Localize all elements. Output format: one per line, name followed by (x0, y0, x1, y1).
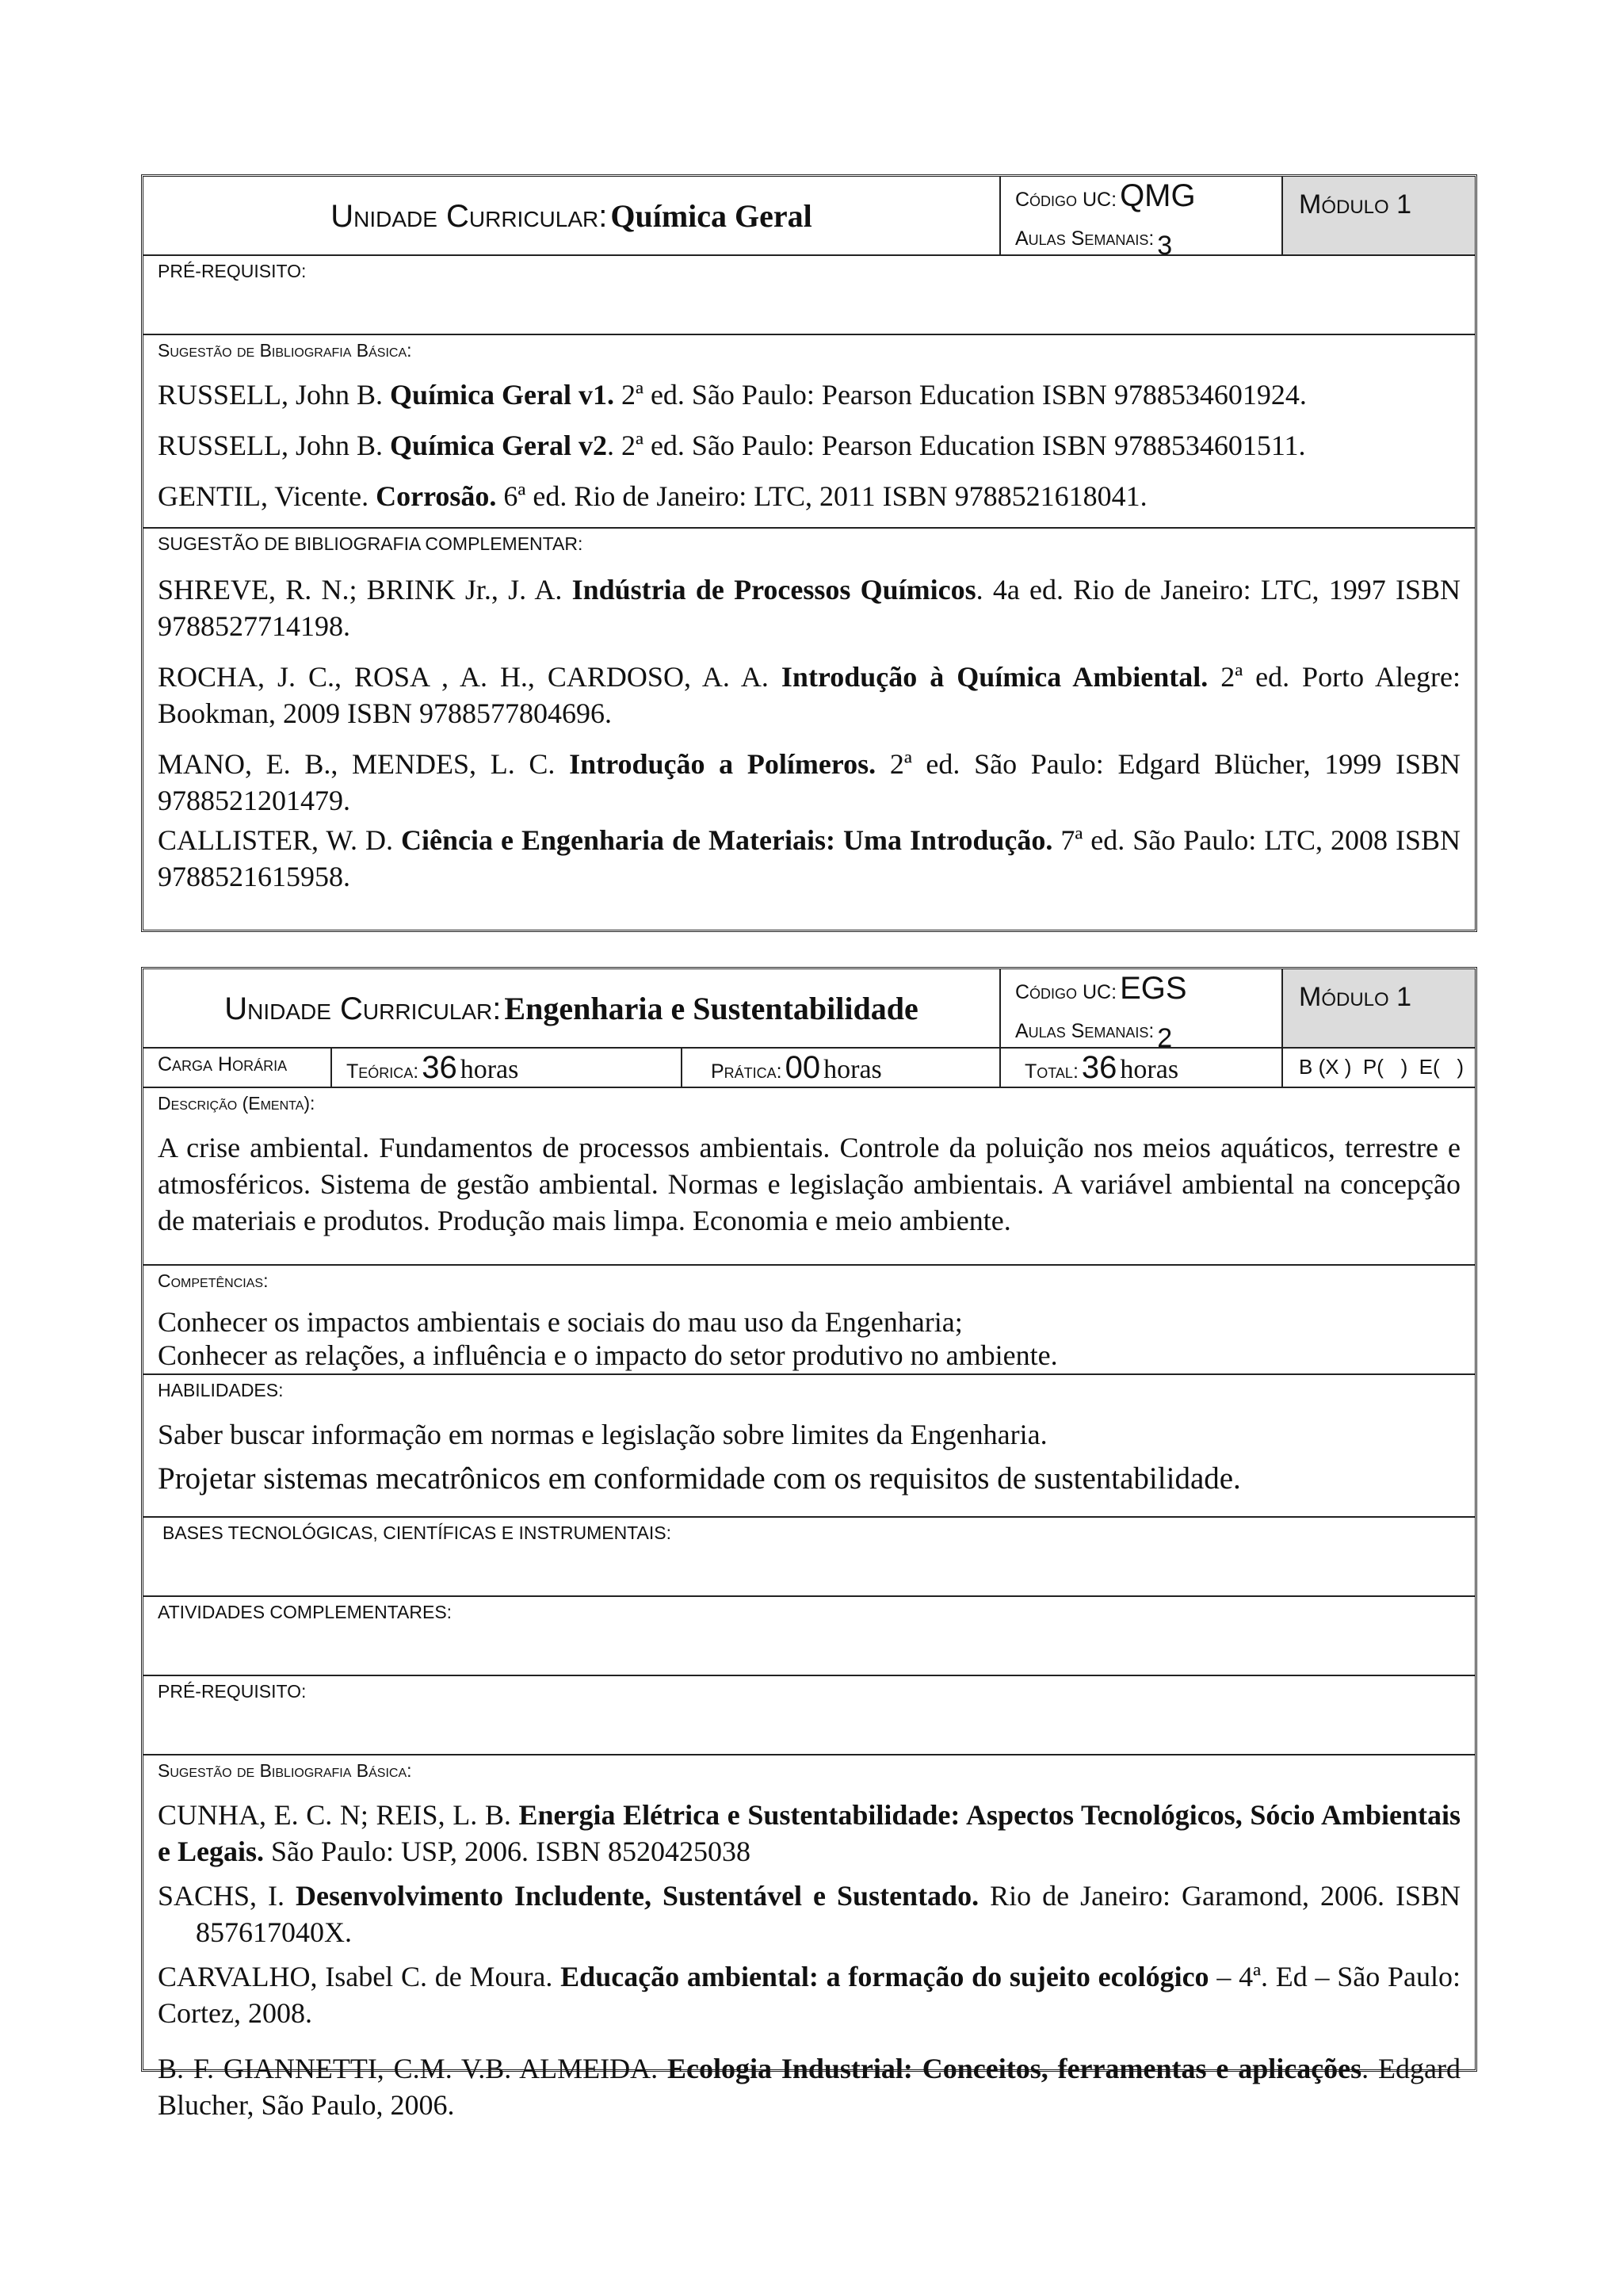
bases-label: BASES TECNOLÓGICAS, CIENTÍFICAS E INSTRUMENTAIS: (162, 1522, 671, 1543)
bib-compl-item: CALLISTER, W. D. Ciência e Engenharia de Materiais: Uma Introdução. 7ª ed. São Paulo: LTC, 2008 ISBN 9788521615958. (158, 824, 1461, 892)
uc-code-cell (999, 969, 1281, 1053)
bib-basica-label: Sugestão de Bibliografia Básica: (158, 340, 412, 361)
uc-code-line (1015, 178, 1196, 214)
uc-aulas-label: Aulas Semanais: (1015, 227, 1155, 250)
uc-aulas-line (1015, 221, 1173, 261)
uc-aulas-value: 3 (1157, 231, 1173, 261)
uc-title (143, 990, 999, 1027)
uc-code-value: QMG (1120, 178, 1196, 213)
pratica-cell (681, 1049, 999, 1087)
teorica-label: Teórica: (346, 1060, 419, 1083)
total-label: Total: (1025, 1060, 1079, 1083)
uc-header-row (143, 969, 1475, 1053)
bib-compl-label: SUGESTÃO DE BIBLIOGRAFIA COMPLEMENTAR: (158, 533, 583, 554)
total-value: 36 (1081, 1050, 1117, 1085)
bpe-options: B (X ) P( ) E( ) (1299, 1055, 1464, 1079)
uc-title-label: Unidade Curricular: (330, 199, 608, 234)
descricao-row (143, 1088, 1475, 1266)
uc-title (143, 197, 999, 235)
uc-title-cell (143, 969, 999, 1047)
uc-header-row (143, 177, 1475, 261)
prereq-label: PRÉ-REQUISITO: (158, 261, 307, 281)
habilidades-label: HABILIDADES: (158, 1380, 284, 1400)
uc-aulas-value: 2 (1157, 1023, 1173, 1053)
bib-basica-item: GENTIL, Vicente. Corrosão. 6ª ed. Rio de Janeiro: LTC, 2011 ISBN 9788521618041. (158, 480, 1148, 512)
competencias-row (143, 1266, 1475, 1375)
bib-basica-item: CARVALHO, Isabel C. de Moura. Educação ambiental: a formação do sujeito ecológico – 4ª. Ed – São Paulo: Cortez, 2008. (158, 1961, 1461, 2029)
uc-aulas-line (1015, 1014, 1173, 1053)
bib-basica-label: Sugestão de Bibliografia Básica: (158, 1760, 412, 1781)
uc-form-engenharia-sustentabilidade (141, 967, 1477, 2121)
uc-modulo: Módulo 1 (1299, 189, 1412, 220)
total-cell (999, 1049, 1281, 1087)
bib-basica-item: CUNHA, E. C. N; REIS, L. B. Energia Elétrica e Sustentabilidade: Aspectos Tecnológicos, Sócio Ambientais e Legais. São Paulo: USP, 2006. ISBN 8520425038 (158, 1799, 1461, 1867)
uc-code-label: Código UC: (1015, 189, 1117, 211)
carga-horaria-row (143, 1049, 1475, 1088)
uc-code-label: Código UC: (1015, 981, 1117, 1003)
uc-title-value: Engenharia e Sustentabilidade (504, 991, 918, 1026)
competencia-item: Conhecer as relações, a influência e o impacto do setor produtivo no ambiente. (158, 1339, 1058, 1371)
uc-title-cell (143, 177, 999, 254)
bib-basica-item: RUSSELL, John B. Química Geral v2. 2ª ed. São Paulo: Pearson Education ISBN 9788534601511. (158, 430, 1306, 461)
uc-code-line (1015, 971, 1187, 1007)
bib-compl-item: SHREVE, R. N.; BRINK Jr., J. A. Indústria de Processos Químicos. 4a ed. Rio de Janeiro: LTC, 1997 ISBN 9788527714198. (158, 574, 1461, 642)
descricao-label: Descrição (Ementa): (158, 1093, 315, 1114)
pratica-value: 00 (785, 1050, 821, 1085)
bpe-cell (1281, 1049, 1475, 1087)
prereq-row (143, 256, 1475, 335)
bib-basica-item: RUSSELL, John B. Química Geral v1. 2ª ed. São Paulo: Pearson Education ISBN 9788534601924. (158, 379, 1307, 411)
bib-compl-item: MANO, E. B., MENDES, L. C. Introdução a Polímeros. 2ª ed. São Paulo: Edgard Blücher, 1999 ISBN 9788521201479. (158, 748, 1461, 816)
teorica-unit: horas (460, 1055, 519, 1084)
uc-code-value: EGS (1120, 971, 1187, 1006)
bases-row (143, 1518, 1475, 1597)
descricao-text: A crise ambiental. Fundamentos de processos ambientais. Controle da poluição nos meios aquáticos, terrestre e atmosféricos. Sistema de gestão ambiental. Normas e legislação ambientais. A variável ambiental na concepção de materiais e produtos. Produção mais limpa. Economia e meio ambiente. (158, 1132, 1461, 1236)
bib-basica-row (143, 335, 1475, 529)
habilidade-item: Projetar sistemas mecatrônicos em conformidade com os requisitos de sustentabilidade. (158, 1461, 1241, 1496)
habilidades-row (143, 1375, 1475, 1518)
uc-form-quimica-geral (141, 174, 1477, 932)
bib-basica-row (143, 1755, 1475, 2121)
pratica-label: Prática: (711, 1060, 782, 1083)
uc-aulas-label: Aulas Semanais: (1015, 1020, 1155, 1042)
bib-basica-item: SACHS, I. Desenvolvimento Includente, Sustentável e Sustentado. Rio de Janeiro: Garamond, 2006. ISBN 857617040X. (158, 1880, 1461, 1948)
pratica-unit: horas (823, 1055, 882, 1084)
bib-basica-item: B. F. GIANNETTI, C.M. V.B. ALMEIDA. Ecologia Industrial: Conceitos, ferramentas e aplicações. Edgard Blucher, São Paulo, 2006. (158, 2053, 1461, 2121)
atividades-label: ATIVIDADES COMPLEMENTARES: (158, 1602, 453, 1622)
uc-code-cell (999, 177, 1281, 261)
competencias-label: Competências: (158, 1270, 269, 1291)
teorica-value: 36 (422, 1050, 457, 1085)
atividades-row (143, 1597, 1475, 1676)
uc-modulo-cell (1281, 969, 1475, 1047)
competencia-item: Conhecer os impactos ambientais e sociais do mau uso da Engenharia; (158, 1306, 963, 1338)
prereq-label: PRÉ-REQUISITO: (158, 1681, 307, 1702)
habilidade-item: Saber buscar informação em normas e legislação sobre limites da Engenharia. (158, 1419, 1048, 1450)
carga-horaria-cell (143, 1049, 330, 1087)
uc-title-label: Unidade Curricular: (224, 991, 502, 1026)
uc-modulo: Módulo 1 (1299, 982, 1412, 1012)
carga-horaria-label: Carga Horária (158, 1053, 288, 1075)
uc-modulo-cell (1281, 177, 1475, 254)
uc-title-value: Química Geral (610, 198, 812, 234)
prereq-row (143, 1676, 1475, 1755)
teorica-cell (330, 1049, 681, 1087)
total-unit: horas (1120, 1055, 1179, 1084)
bib-compl-row (143, 529, 1475, 930)
bib-compl-item: ROCHA, J. C., ROSA , A. H., CARDOSO, A. A. Introdução à Química Ambiental. 2ª ed. Porto Alegre: Bookman, 2009 ISBN 9788577804696. (158, 661, 1461, 729)
